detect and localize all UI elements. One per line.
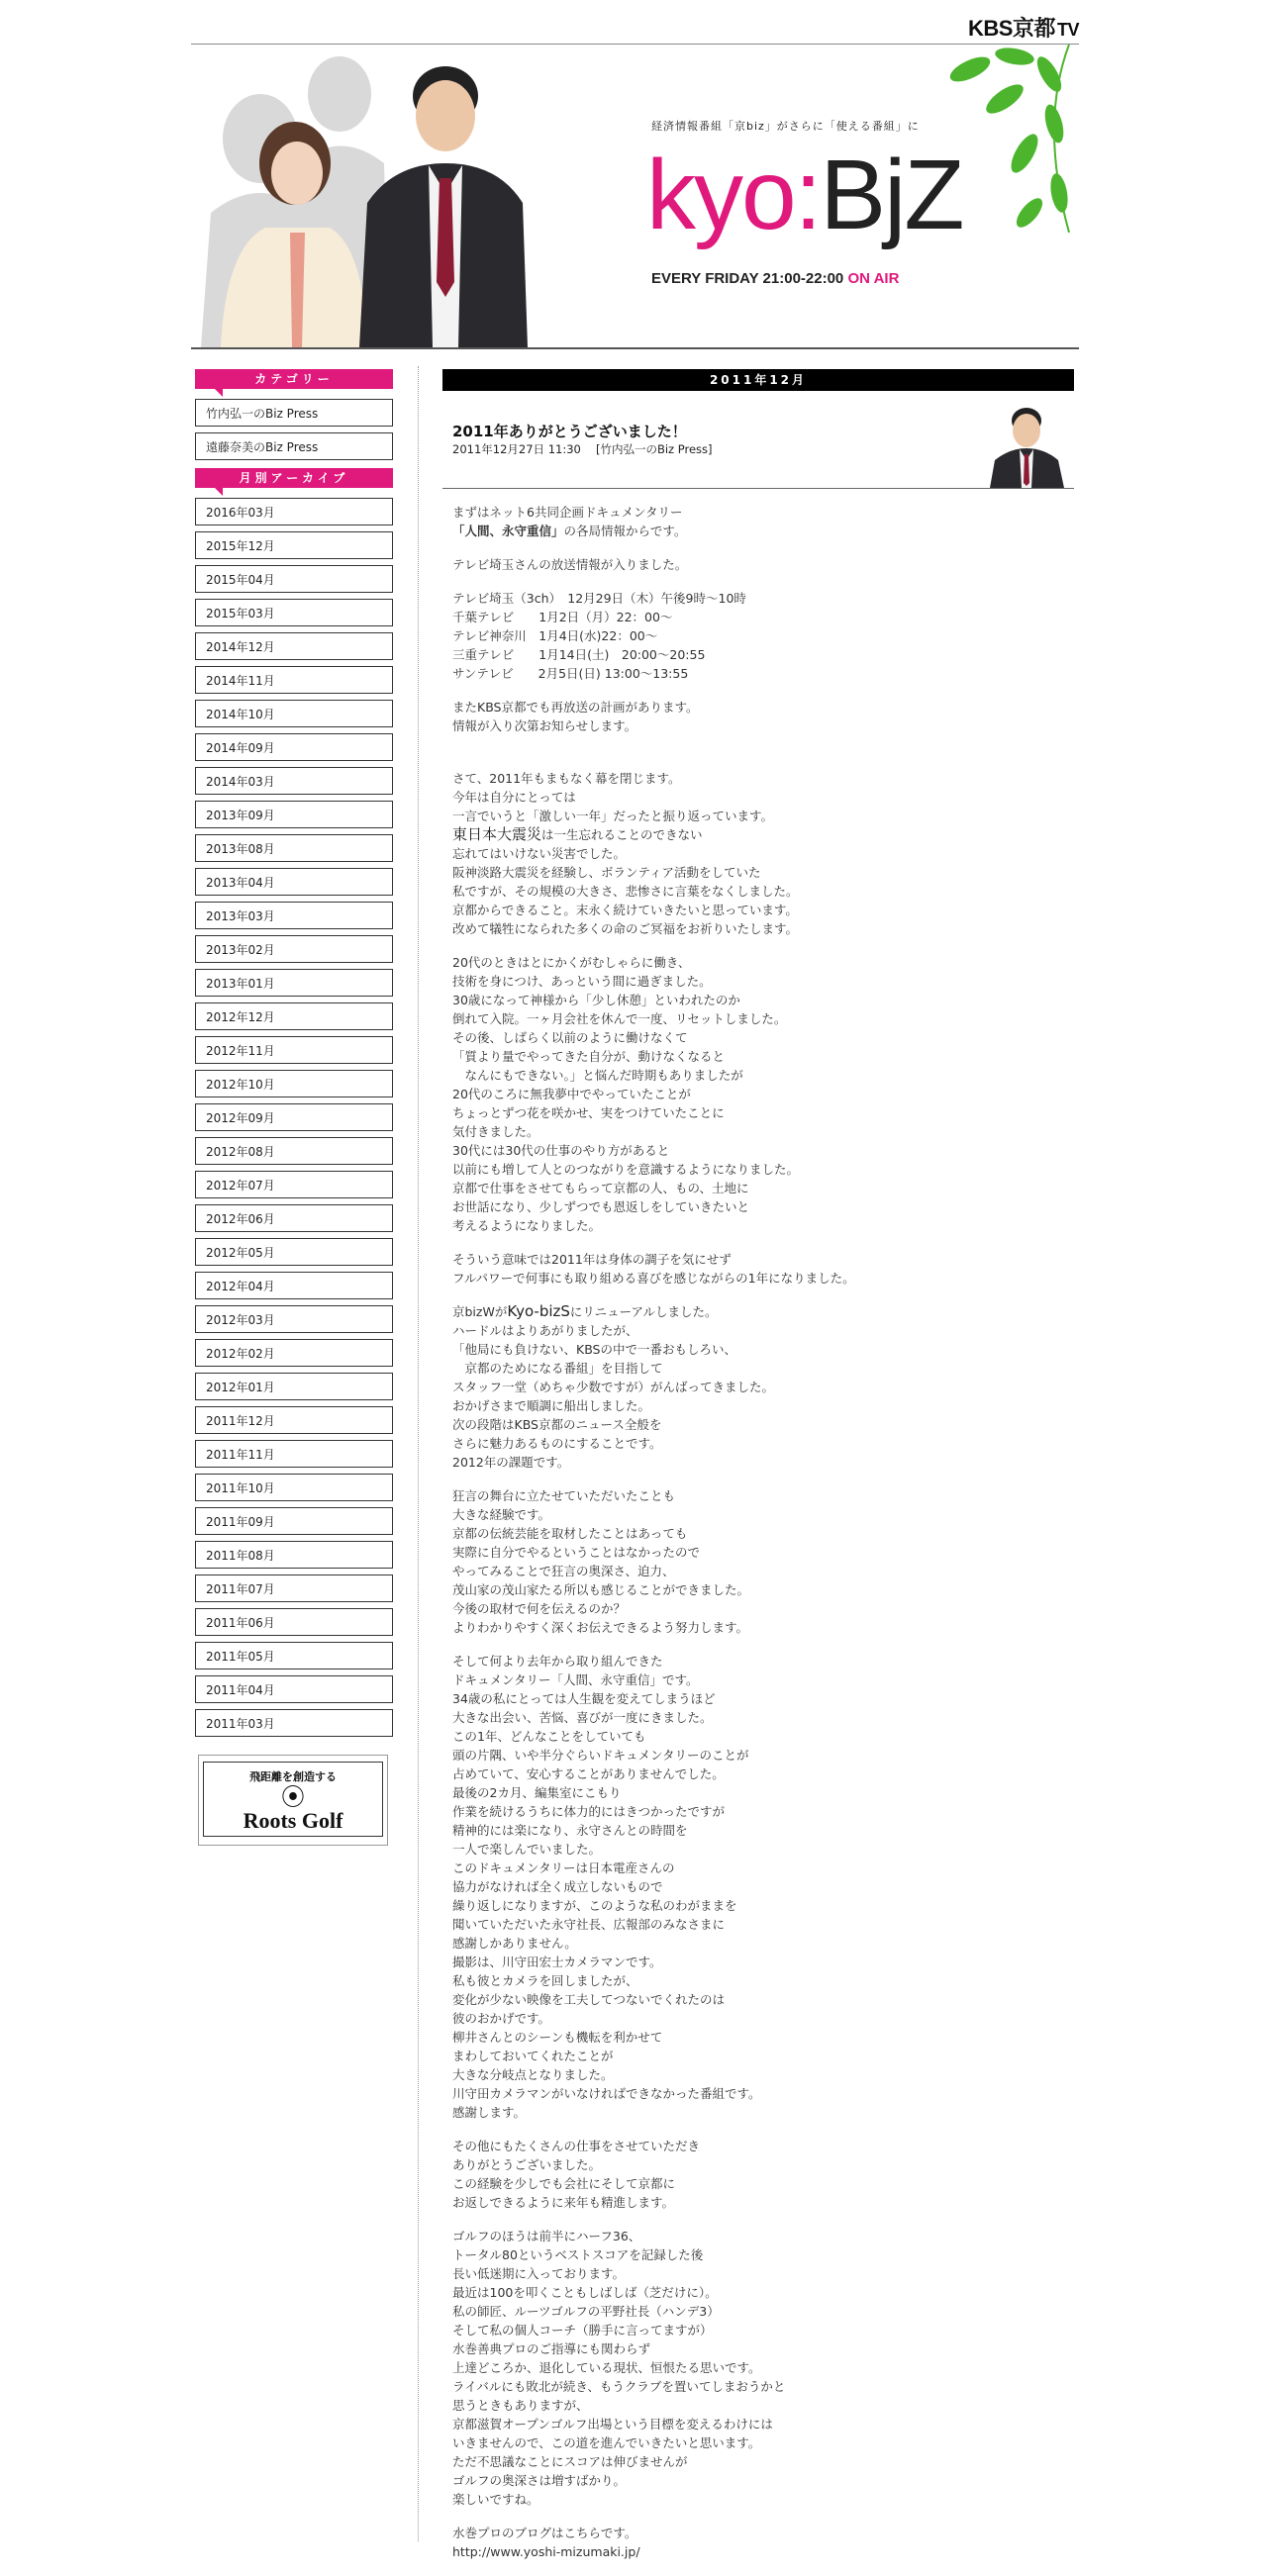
archive-item[interactable]: 2011年03月 — [195, 1709, 393, 1737]
roots-golf-logo-icon: ⦿ — [281, 1783, 305, 1811]
year-review-b: は一生忘れることのできない 忘れてはいけない災害でした。 阪神淡路大震災を経験し、ボランティア活動をしていた 私ですが、その規模の大きさ、悲惨さに言葉をなくしました。 京都からできること。末永く続けていきたいと思っています。 改めて犠牲になられた多くの命のご冥福をお祈りいたします。 — [452, 827, 799, 936]
archive-item[interactable]: 2011年06月 — [195, 1608, 393, 1636]
archive-item[interactable]: 2014年03月 — [195, 767, 393, 795]
documentary-title: 「人間、永守重信」 — [452, 524, 564, 538]
program-header-banner — [191, 45, 1079, 347]
category-heading: カテゴリー — [195, 369, 393, 389]
paragraph-rebroadcast: またKBS京都でも再放送の計画があります。 情報が入り次第お知らせします。 — [452, 700, 699, 733]
kyo-bizs-text: Kyo-bizS — [507, 1302, 570, 1320]
paragraph-2011-meaning: そういう意味では2011年は身体の調子を気にせず フルパワーで何事にも取り組める喜びを感じながらの1年になりました。 — [452, 1252, 855, 1286]
year-review-a: さて、2011年もまもなく幕を閉じます。 今年は自分にとっては 一言でいうと「激しい一年」だったと振り返っています。 — [452, 771, 774, 823]
paragraph-intro — [452, 503, 1074, 540]
archive-item[interactable]: 2012年11月 — [195, 1036, 393, 1064]
archive-item[interactable]: 2012年09月 — [195, 1103, 393, 1131]
logo-main-text: KBS京都 — [968, 16, 1055, 41]
archive-item[interactable]: 2013年01月 — [195, 969, 393, 997]
paragraph-thanks: その他にもたくさんの仕事をさせていただき ありがとうございました。 この経験を少しでも会社にそして京都に お返しできるように来年も精進します。 — [452, 2139, 701, 2210]
archive-item[interactable]: 2011年09月 — [195, 1507, 393, 1535]
column-divider — [418, 366, 419, 2541]
intro-line: まずはネット6共同企画ドキュメンタリー — [452, 505, 683, 520]
archive-item[interactable]: 2013年08月 — [195, 834, 393, 862]
air-schedule: EVERY FRIDAY 21:00-22:00 — [651, 270, 844, 287]
paragraph-renewal — [452, 1302, 1074, 1472]
logo-tv-text: TV — [1056, 20, 1079, 40]
archive-item[interactable]: 2013年03月 — [195, 902, 393, 929]
post-header — [442, 399, 1074, 489]
archive-item[interactable]: 2013年09月 — [195, 801, 393, 828]
archive-item[interactable]: 2011年10月 — [195, 1474, 393, 1501]
archive-item[interactable]: 2012年12月 — [195, 1002, 393, 1030]
air-time — [651, 270, 899, 287]
archive-item[interactable]: 2012年02月 — [195, 1339, 393, 1367]
roots-golf-banner[interactable] — [198, 1755, 388, 1846]
archive-item[interactable]: 2012年05月 — [195, 1238, 393, 1266]
post-title[interactable]: 2011年ありがとうございました！ — [452, 423, 687, 440]
archive-item[interactable]: 2013年04月 — [195, 868, 393, 896]
archive-item[interactable]: 2011年12月 — [195, 1406, 393, 1434]
archive-item[interactable]: 2014年10月 — [195, 700, 393, 727]
paragraph-blog-link[interactable]: 水巻プロのブログはこちらです。 http://www.yoshi-mizumaki.jp/ — [452, 2526, 640, 2559]
archive-item[interactable]: 2014年09月 — [195, 733, 393, 761]
header-divider — [191, 347, 1079, 349]
banner-tagline: 飛距離を創造する — [249, 1770, 337, 1783]
post-meta: 2011年12月27日 11:30 [竹内弘一のBiz Press] — [452, 442, 713, 456]
sidebar — [195, 369, 393, 1846]
category-item-takeuchi[interactable]: 竹内弘一のBiz Press — [195, 399, 393, 427]
archive-list — [195, 498, 393, 1737]
archive-item[interactable]: 2012年06月 — [195, 1204, 393, 1232]
paragraph-broadcast-schedule: テレビ埼玉（3ch） 12月29日（木）午後9時〜10時 千葉テレビ 1月2日（月）22：00〜 テレビ神奈川 1月4日(水)22：00〜 三重テレビ 1月14日(土) 20:00〜20:55 サンテレビ 2月5日(日) 13:00〜13:55 — [452, 591, 746, 681]
intro-rest: の各局情報からです。 — [563, 524, 687, 538]
logo-biz-part: BjZ — [820, 140, 963, 250]
paragraph-documentary: そして何より去年から取り組んできた ドキュメンタリー「人間、永守重信」です。 34歳の私にとっては人生観を変えてしまうほど 大きな出会い、苦悩、喜びが一度にきました。 この1年、どんなことをしていても 頭の片隅、いや半分ぐらいドキュメンタリーのことが 占めていて、安心することがありませんでした。 最後の2カ月、編集室にこもり 作業を続けるうちに体力的にはきつかったですが 精神的には楽になり、永守さんとの時間を 一人で楽しんでいました。 このドキュメンタリーは日本電産さんの 協力がなければ全く成立しないもので 繰り返しになりますが、このような私のわがままを 聞いていただいた永守社長、広報部のみなさまに 感謝しかありません。 撮影は、川守田宏士カメラマンです。 私も彼とカメラを回しましたが、 変化が少ない映像を工夫してつないでくれたのは 彼のおかげです。 柳井さんとのシーンも機転を利かせて まわしておいてくれたことが 大きな分岐点となりました。 川守田カメラマンがいなければできなかった番組です。 感謝します。 — [452, 1654, 761, 2120]
on-air-label: ON AIR — [847, 270, 900, 287]
banner-frame — [203, 1762, 383, 1837]
archive-item[interactable]: 2013年02月 — [195, 935, 393, 963]
archive-item[interactable]: 2011年07月 — [195, 1574, 393, 1602]
archive-item[interactable]: 2012年10月 — [195, 1070, 393, 1097]
archive-item[interactable]: 2011年05月 — [195, 1642, 393, 1670]
archive-item[interactable]: 2015年04月 — [195, 565, 393, 593]
archive-item[interactable]: 2015年12月 — [195, 531, 393, 559]
renewal-a: 京bizWが — [452, 1304, 508, 1319]
archive-item[interactable]: 2014年12月 — [195, 632, 393, 660]
presenters-photo — [191, 45, 607, 347]
archive-item[interactable]: 2012年08月 — [195, 1137, 393, 1165]
archive-item[interactable]: 2012年04月 — [195, 1272, 393, 1299]
paragraph-year-review — [452, 769, 1074, 938]
archive-item[interactable]: 2012年01月 — [195, 1373, 393, 1400]
top-bar — [191, 0, 1079, 45]
category-list — [195, 399, 393, 460]
archive-item[interactable]: 2015年03月 — [195, 599, 393, 626]
paragraph-golf: ゴルフのほうは前半にハーフ36、 トータル80というベストスコアを記録した後 長い低迷期に入っております。 最近は100を叩くこともしばしば（芝だけに）。 私の師匠、ルーツゴルフの平野社長（ハンデ3） そして私の個人コーチ（勝手に言ってますが） 水巻善典プロのご指導にも関わらず 上達どころか、退化している現状、恒恨たる思いです。 ライバルにも敗北が続き、もうクラブを置いてしまおうかと 思うときもありますが、 京都滋賀オープンゴルフ出場という目標を変えるわけには いきませんので、この道を進んでいきたいと思います。 ただ不思議なことにスコアは伸びませんが ゴルフの奥深さは増すばかり。 楽しいですね。 — [452, 2229, 786, 2507]
post-body — [452, 503, 1074, 2561]
program-tagline: 経済情報番組「京biz」がさらに「使える番組」に — [651, 120, 920, 133]
archive-heading: 月別アーカイブ — [195, 468, 393, 488]
kbs-kyoto-tv-logo[interactable] — [968, 12, 1079, 43]
main-content — [442, 369, 1074, 2576]
paragraph-saitama: テレビ埼玉さんの放送情報が入りました。 — [452, 557, 688, 572]
earthquake-text: 東日本大震災 — [452, 825, 542, 843]
kyobiz-logo — [646, 136, 962, 254]
paragraph-20s-30s: 20代のときはとにかくがむしゃらに働き、 技術を身につけ、あっという間に過ぎました。 30歳になって神様から「少し休憩」といわれたのか 倒れて入院。一ヶ月会社を休んで一度、リセットしました。 その後、しばらく以前のように働けなくて 「質より量でやってきた自分が、動けなくなると なんにもできない。」と悩んだ時期もありましたが 20代のころに無我夢中でやっていたことが ちょっとずつ花を咲かせ、実をつけていたことに 気付きました。 30代には30代の仕事のやり方があると 以前にも増して人とのつながりを意識するようになりました。 京都で仕事をさせてもらって京都の人、もの、土地に お世話になり、少しずつでも恩返しをしていきたいと 考えるようになりました。 — [452, 955, 800, 1233]
archive-item[interactable]: 2011年04月 — [195, 1675, 393, 1703]
leaves-decoration-icon — [930, 45, 1079, 233]
banner-brand: Roots Golf — [243, 1808, 343, 1833]
archive-item[interactable]: 2014年11月 — [195, 666, 393, 694]
paragraph-kyogen: 狂言の舞台に立たせていただいたことも 大きな経験です。 京都の伝統芸能を取材したことはあっても 実際に自分でやるということはなかったので やってみることで狂言の奥深さ、迫力、 茂山家の茂山家たる所以も感じることができました。 今後の取材で何を伝えるのか？ よりわかりやすく深くお伝えできるよう努力します。 — [452, 1488, 750, 1635]
archive-item[interactable]: 2012年07月 — [195, 1171, 393, 1198]
author-avatar — [975, 399, 1074, 488]
category-item-endo[interactable]: 遠藤奈美のBiz Press — [195, 432, 393, 460]
archive-item[interactable]: 2016年03月 — [195, 498, 393, 525]
month-header: 2011年12月 — [442, 369, 1074, 391]
logo-kyo-part: kyo: — [646, 140, 821, 250]
renewal-b: にリニューアルしました。 ハードルはよりあがりましたが、 「他局にも負けない、KBSの中で一番おもしろい、 京都のためになる番組」を目指して スタッフ一堂（めちゃ少数ですが）がんばってきました。 おかげさまで順調に船出しました。 次の段階はKBS京都のニュース全般を さらに魅力あるものにすることです。 2012年の課題です。 — [452, 1304, 775, 1470]
archive-item[interactable]: 2011年08月 — [195, 1541, 393, 1569]
archive-item[interactable]: 2012年03月 — [195, 1305, 393, 1333]
archive-item[interactable]: 2011年11月 — [195, 1440, 393, 1468]
